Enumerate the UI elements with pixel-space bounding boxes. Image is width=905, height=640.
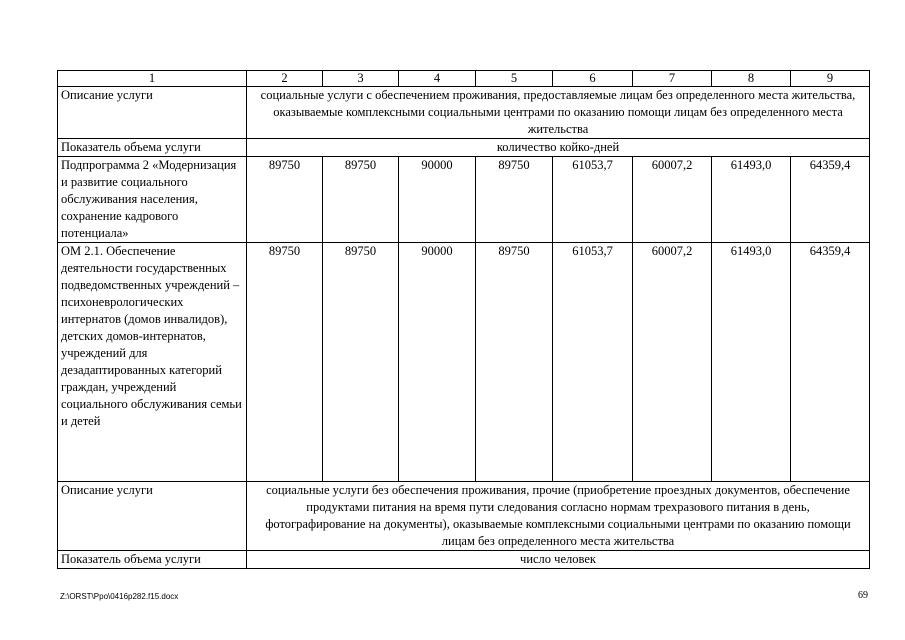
- table-cell: 90000: [399, 243, 476, 482]
- row-label: Подпрограмма 2 «Модернизация и развитие социального обслуживания населения, сохранение кадрового потенциала»: [58, 157, 247, 243]
- table-cell: 89750: [476, 157, 553, 243]
- table-cell: 89750: [323, 243, 399, 482]
- column-header: 7: [633, 71, 712, 87]
- column-header: 5: [476, 71, 553, 87]
- column-header: 8: [712, 71, 791, 87]
- table-row: [58, 87, 870, 139]
- table-cell: 64359,4: [791, 243, 870, 482]
- row-label: ОМ 2.1. Обеспечение деятельности государственных подведомственных учреждений – психоневрологических интернатов (домов инвалидов), детских домов-интернатов, учреждений для дезадаптированных категорий граждан, учреждений социального обслуживания семьи и детей: [58, 243, 247, 482]
- table-row: [58, 482, 870, 551]
- table-header-row: [58, 71, 870, 87]
- footer-file-path: Z:\ORST\Ppo\0416p282.f15.docx: [60, 592, 179, 601]
- row-label: Описание услуги: [58, 482, 247, 551]
- table-cell: 89750: [247, 157, 323, 243]
- table-cell: 89750: [247, 243, 323, 482]
- page-number: 69: [858, 590, 868, 601]
- data-table: [57, 70, 870, 569]
- volume-indicator: число человек: [247, 551, 870, 569]
- table-cell: 90000: [399, 157, 476, 243]
- column-header: 2: [247, 71, 323, 87]
- table-cell: 61053,7: [553, 243, 633, 482]
- column-header: 3: [323, 71, 399, 87]
- table-cell: 61493,0: [712, 157, 791, 243]
- row-label: Показатель объема услуги: [58, 139, 247, 157]
- column-header: 9: [791, 71, 870, 87]
- row-label: Описание услуги: [58, 87, 247, 139]
- column-header: 1: [58, 71, 247, 87]
- table-cell: 89750: [476, 243, 553, 482]
- table-cell: 64359,4: [791, 157, 870, 243]
- table-row: [58, 551, 870, 569]
- column-header: 6: [553, 71, 633, 87]
- table-cell: 89750: [323, 157, 399, 243]
- service-description: социальные услуги без обеспечения проживания, прочие (приобретение проездных документов, обеспечение продуктами питания на время пути следования согласно нормам трехразового питания в день, фотографирование на документы), оказываемые комплексными социальными центрами по оказанию помощи лицам без определенного места жительства: [247, 482, 870, 551]
- table-row: [58, 243, 870, 482]
- table-row: [58, 139, 870, 157]
- volume-indicator: количество койко-дней: [247, 139, 870, 157]
- service-description: социальные услуги с обеспечением проживания, предоставляемые лицам без определенного места жительства, оказываемые комплексными социальными центрами по оказанию помощи лицам без определенного места жительства: [247, 87, 870, 139]
- table-cell: 61053,7: [553, 157, 633, 243]
- row-label: Показатель объема услуги: [58, 551, 247, 569]
- column-header: 4: [399, 71, 476, 87]
- table-cell: 61493,0: [712, 243, 791, 482]
- table-cell: 60007,2: [633, 157, 712, 243]
- table-cell: 60007,2: [633, 243, 712, 482]
- table-row: [58, 157, 870, 243]
